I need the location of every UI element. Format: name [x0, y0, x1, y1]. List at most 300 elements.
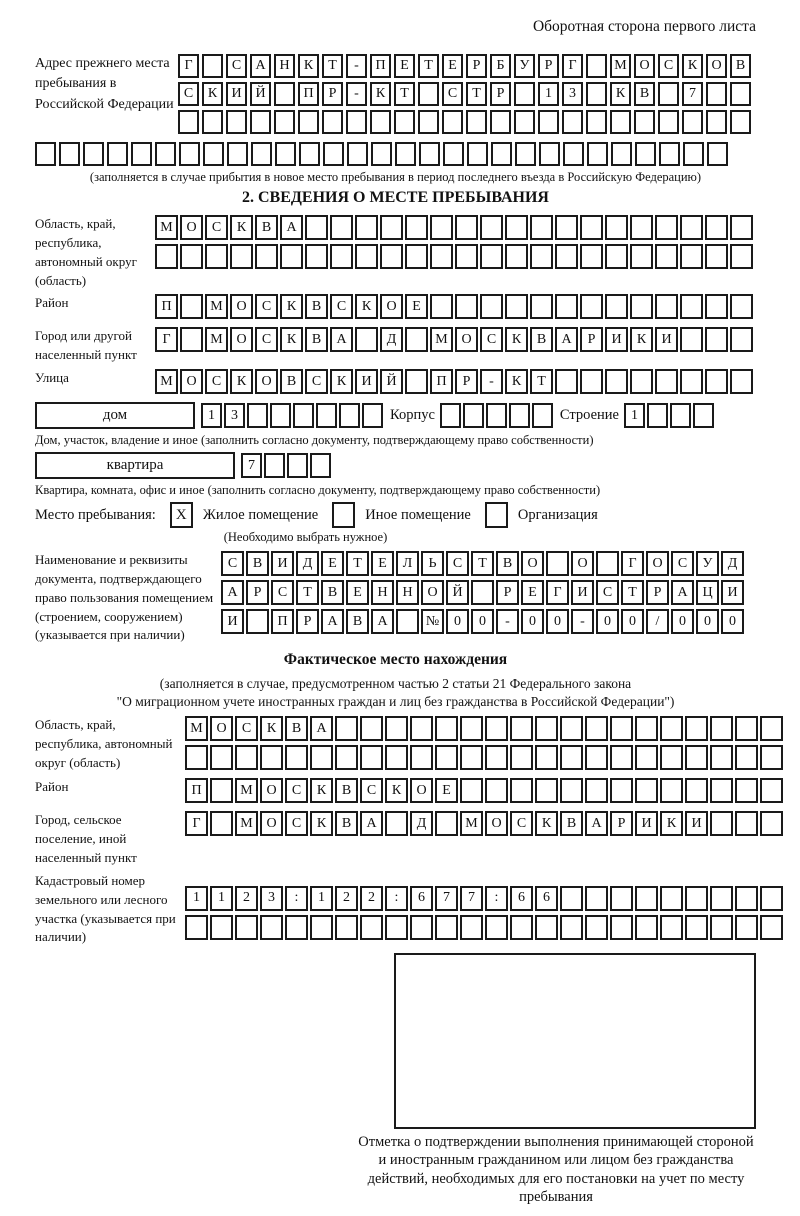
char-box[interactable]: [535, 915, 558, 940]
char-box[interactable]: [287, 453, 308, 478]
char-box[interactable]: [339, 403, 360, 428]
char-box[interactable]: К: [230, 215, 253, 240]
char-box[interactable]: К: [370, 82, 391, 106]
char-box[interactable]: [405, 327, 428, 352]
char-box[interactable]: [299, 142, 320, 166]
char-box[interactable]: С: [671, 551, 694, 576]
char-box[interactable]: [634, 110, 655, 134]
char-box[interactable]: М: [430, 327, 453, 352]
char-box[interactable]: [546, 551, 569, 576]
char-box[interactable]: [760, 778, 783, 803]
char-box[interactable]: К: [280, 294, 303, 319]
char-box[interactable]: 0: [471, 609, 494, 634]
char-box[interactable]: [710, 915, 733, 940]
char-box[interactable]: М: [155, 215, 178, 240]
char-box[interactable]: [59, 142, 80, 166]
char-box[interactable]: [371, 142, 392, 166]
char-box[interactable]: О: [230, 294, 253, 319]
char-box[interactable]: В: [634, 82, 655, 106]
char-box[interactable]: [180, 294, 203, 319]
char-box[interactable]: [587, 142, 608, 166]
char-box[interactable]: Н: [371, 580, 394, 605]
char-box[interactable]: [635, 886, 658, 911]
char-box[interactable]: [635, 745, 658, 770]
char-box[interactable]: [335, 745, 358, 770]
char-box[interactable]: В: [335, 778, 358, 803]
char-box[interactable]: С: [226, 54, 247, 78]
char-box[interactable]: [560, 716, 583, 741]
char-box[interactable]: Е: [371, 551, 394, 576]
char-box[interactable]: [260, 915, 283, 940]
char-box[interactable]: Г: [621, 551, 644, 576]
char-box[interactable]: А: [280, 215, 303, 240]
char-box[interactable]: [405, 244, 428, 269]
char-box[interactable]: [310, 745, 333, 770]
char-box[interactable]: [535, 716, 558, 741]
char-box[interactable]: [707, 142, 728, 166]
char-box[interactable]: [385, 811, 408, 836]
char-box[interactable]: К: [298, 54, 319, 78]
char-box[interactable]: [467, 142, 488, 166]
char-box[interactable]: [510, 716, 533, 741]
char-box[interactable]: [710, 886, 733, 911]
char-box[interactable]: [83, 142, 104, 166]
char-box[interactable]: [385, 915, 408, 940]
char-box[interactable]: [235, 745, 258, 770]
char-box[interactable]: [285, 745, 308, 770]
char-box[interactable]: В: [285, 716, 308, 741]
char-box[interactable]: [355, 215, 378, 240]
char-box[interactable]: Е: [405, 294, 428, 319]
char-box[interactable]: [485, 915, 508, 940]
char-box[interactable]: [455, 294, 478, 319]
char-box[interactable]: [560, 745, 583, 770]
char-box[interactable]: [635, 716, 658, 741]
char-box[interactable]: [463, 403, 484, 428]
char-box[interactable]: 2: [335, 886, 358, 911]
char-box[interactable]: О: [421, 580, 444, 605]
char-box[interactable]: [635, 142, 656, 166]
char-box[interactable]: [205, 244, 228, 269]
char-box[interactable]: Р: [246, 580, 269, 605]
char-box[interactable]: С: [442, 82, 463, 106]
char-box[interactable]: [539, 142, 560, 166]
char-box[interactable]: Е: [435, 778, 458, 803]
char-box[interactable]: [210, 915, 233, 940]
char-box[interactable]: Р: [296, 609, 319, 634]
char-box[interactable]: [555, 244, 578, 269]
char-box[interactable]: [202, 54, 223, 78]
char-box[interactable]: [410, 915, 433, 940]
char-box[interactable]: [270, 403, 291, 428]
char-box[interactable]: 0: [546, 609, 569, 634]
char-box[interactable]: А: [555, 327, 578, 352]
char-box[interactable]: [509, 403, 530, 428]
char-box[interactable]: О: [210, 716, 233, 741]
char-box[interactable]: С: [178, 82, 199, 106]
char-box[interactable]: А: [671, 580, 694, 605]
char-box[interactable]: [596, 551, 619, 576]
char-box[interactable]: Л: [396, 551, 419, 576]
char-box[interactable]: [131, 142, 152, 166]
char-box[interactable]: [347, 142, 368, 166]
char-box[interactable]: У: [514, 54, 535, 78]
char-box[interactable]: Д: [380, 327, 403, 352]
char-box[interactable]: В: [530, 327, 553, 352]
char-box[interactable]: [610, 778, 633, 803]
char-box[interactable]: [660, 915, 683, 940]
char-box[interactable]: [610, 716, 633, 741]
char-box[interactable]: 6: [410, 886, 433, 911]
char-box[interactable]: [435, 811, 458, 836]
char-box[interactable]: [405, 369, 428, 394]
char-box[interactable]: О: [180, 215, 203, 240]
char-box[interactable]: Й: [446, 580, 469, 605]
char-box[interactable]: [485, 778, 508, 803]
char-box[interactable]: [274, 82, 295, 106]
char-box[interactable]: [480, 215, 503, 240]
char-box[interactable]: [435, 915, 458, 940]
char-box[interactable]: К: [230, 369, 253, 394]
char-box[interactable]: [505, 215, 528, 240]
char-box[interactable]: С: [255, 294, 278, 319]
char-box[interactable]: 7: [241, 453, 262, 478]
char-box[interactable]: [335, 915, 358, 940]
char-box[interactable]: [480, 244, 503, 269]
char-box[interactable]: С: [330, 294, 353, 319]
char-box[interactable]: Е: [394, 54, 415, 78]
char-box[interactable]: [530, 294, 553, 319]
char-box[interactable]: [514, 110, 535, 134]
char-box[interactable]: К: [610, 82, 631, 106]
char-box[interactable]: П: [271, 609, 294, 634]
char-box[interactable]: В: [730, 54, 751, 78]
char-box[interactable]: [285, 915, 308, 940]
char-box[interactable]: О: [180, 369, 203, 394]
char-box[interactable]: [280, 244, 303, 269]
char-box[interactable]: Н: [274, 54, 295, 78]
char-box[interactable]: О: [230, 327, 253, 352]
char-box[interactable]: [251, 142, 272, 166]
char-box[interactable]: Д: [410, 811, 433, 836]
char-box[interactable]: В: [305, 294, 328, 319]
char-box[interactable]: К: [535, 811, 558, 836]
char-box[interactable]: [180, 327, 203, 352]
char-box[interactable]: [405, 215, 428, 240]
char-box[interactable]: [580, 369, 603, 394]
char-box[interactable]: [230, 244, 253, 269]
char-box[interactable]: [155, 142, 176, 166]
char-box[interactable]: [710, 778, 733, 803]
char-box[interactable]: К: [385, 778, 408, 803]
char-box[interactable]: [705, 244, 728, 269]
char-box[interactable]: К: [310, 811, 333, 836]
char-box[interactable]: [510, 915, 533, 940]
char-box[interactable]: [685, 778, 708, 803]
char-box[interactable]: М: [235, 811, 258, 836]
char-box[interactable]: [730, 369, 753, 394]
char-box[interactable]: [655, 369, 678, 394]
char-box[interactable]: [440, 403, 461, 428]
char-box[interactable]: И: [221, 609, 244, 634]
char-box[interactable]: [330, 215, 353, 240]
char-box[interactable]: Д: [296, 551, 319, 576]
char-box[interactable]: [683, 142, 704, 166]
char-box[interactable]: [680, 294, 703, 319]
char-box[interactable]: [585, 915, 608, 940]
char-box[interactable]: :: [385, 886, 408, 911]
char-box[interactable]: В: [335, 811, 358, 836]
char-box[interactable]: 1: [201, 403, 222, 428]
char-box[interactable]: Е: [442, 54, 463, 78]
char-box[interactable]: Т: [466, 82, 487, 106]
char-box[interactable]: С: [205, 215, 228, 240]
char-box[interactable]: [335, 716, 358, 741]
char-box[interactable]: [298, 110, 319, 134]
char-box[interactable]: :: [485, 886, 508, 911]
char-box[interactable]: [322, 110, 343, 134]
char-box[interactable]: О: [380, 294, 403, 319]
char-box[interactable]: [730, 82, 751, 106]
char-box[interactable]: [180, 244, 203, 269]
char-box[interactable]: [510, 745, 533, 770]
char-box[interactable]: С: [285, 811, 308, 836]
char-box[interactable]: 0: [446, 609, 469, 634]
char-box[interactable]: К: [505, 369, 528, 394]
char-box[interactable]: [185, 915, 208, 940]
char-box[interactable]: [491, 142, 512, 166]
char-box[interactable]: С: [205, 369, 228, 394]
char-box[interactable]: [705, 294, 728, 319]
char-box[interactable]: [730, 244, 753, 269]
house-type-box[interactable]: дом: [35, 402, 195, 429]
char-box[interactable]: Т: [394, 82, 415, 106]
char-box[interactable]: И: [721, 580, 744, 605]
char-box[interactable]: [430, 294, 453, 319]
char-box[interactable]: [226, 110, 247, 134]
char-box[interactable]: 2: [235, 886, 258, 911]
char-box[interactable]: [585, 886, 608, 911]
char-box[interactable]: [610, 915, 633, 940]
char-box[interactable]: [260, 745, 283, 770]
char-box[interactable]: А: [330, 327, 353, 352]
char-box[interactable]: К: [682, 54, 703, 78]
char-box[interactable]: [585, 778, 608, 803]
char-box[interactable]: [735, 778, 758, 803]
char-box[interactable]: [760, 745, 783, 770]
char-box[interactable]: А: [371, 609, 394, 634]
char-box[interactable]: [560, 778, 583, 803]
char-box[interactable]: К: [280, 327, 303, 352]
char-box[interactable]: 1: [185, 886, 208, 911]
char-box[interactable]: [485, 745, 508, 770]
char-box[interactable]: 0: [696, 609, 719, 634]
char-box[interactable]: [471, 580, 494, 605]
char-box[interactable]: И: [355, 369, 378, 394]
char-box[interactable]: [310, 453, 331, 478]
char-box[interactable]: Г: [185, 811, 208, 836]
char-box[interactable]: С: [235, 716, 258, 741]
char-box[interactable]: [460, 915, 483, 940]
char-box[interactable]: О: [485, 811, 508, 836]
char-box[interactable]: [443, 142, 464, 166]
char-box[interactable]: [630, 294, 653, 319]
char-box[interactable]: [705, 215, 728, 240]
char-box[interactable]: К: [505, 327, 528, 352]
char-box[interactable]: [396, 609, 419, 634]
char-box[interactable]: О: [634, 54, 655, 78]
char-box[interactable]: С: [446, 551, 469, 576]
char-box[interactable]: [395, 142, 416, 166]
checkbox-residential[interactable]: X: [170, 502, 193, 528]
char-box[interactable]: [515, 142, 536, 166]
char-box[interactable]: В: [305, 327, 328, 352]
char-box[interactable]: [735, 716, 758, 741]
char-box[interactable]: К: [330, 369, 353, 394]
char-box[interactable]: [680, 327, 703, 352]
char-box[interactable]: [735, 745, 758, 770]
char-box[interactable]: О: [260, 811, 283, 836]
char-box[interactable]: [323, 142, 344, 166]
char-box[interactable]: [505, 244, 528, 269]
char-box[interactable]: [730, 215, 753, 240]
char-box[interactable]: 1: [624, 403, 645, 428]
char-box[interactable]: С: [271, 580, 294, 605]
char-box[interactable]: О: [255, 369, 278, 394]
char-box[interactable]: [305, 244, 328, 269]
char-box[interactable]: [735, 886, 758, 911]
char-box[interactable]: [585, 716, 608, 741]
char-box[interactable]: [442, 110, 463, 134]
char-box[interactable]: М: [460, 811, 483, 836]
char-box[interactable]: [655, 244, 678, 269]
char-box[interactable]: П: [185, 778, 208, 803]
char-box[interactable]: [435, 745, 458, 770]
char-box[interactable]: Р: [455, 369, 478, 394]
char-box[interactable]: И: [226, 82, 247, 106]
char-box[interactable]: [655, 294, 678, 319]
char-box[interactable]: Е: [321, 551, 344, 576]
char-box[interactable]: [418, 82, 439, 106]
char-box[interactable]: А: [321, 609, 344, 634]
char-box[interactable]: С: [285, 778, 308, 803]
char-box[interactable]: [660, 745, 683, 770]
char-box[interactable]: К: [630, 327, 653, 352]
char-box[interactable]: [605, 369, 628, 394]
char-box[interactable]: 0: [521, 609, 544, 634]
char-box[interactable]: 0: [621, 609, 644, 634]
char-box[interactable]: М: [155, 369, 178, 394]
char-box[interactable]: [710, 745, 733, 770]
char-box[interactable]: [293, 403, 314, 428]
char-box[interactable]: Р: [466, 54, 487, 78]
char-box[interactable]: [605, 244, 628, 269]
char-box[interactable]: И: [635, 811, 658, 836]
char-box[interactable]: [330, 244, 353, 269]
char-box[interactable]: [580, 244, 603, 269]
char-box[interactable]: [360, 716, 383, 741]
char-box[interactable]: [410, 745, 433, 770]
char-box[interactable]: 7: [682, 82, 703, 106]
char-box[interactable]: Т: [471, 551, 494, 576]
char-box[interactable]: [203, 142, 224, 166]
char-box[interactable]: В: [246, 551, 269, 576]
char-box[interactable]: [210, 778, 233, 803]
char-box[interactable]: В: [280, 369, 303, 394]
char-box[interactable]: О: [646, 551, 669, 576]
char-box[interactable]: [580, 215, 603, 240]
char-box[interactable]: [685, 745, 708, 770]
char-box[interactable]: [760, 915, 783, 940]
char-box[interactable]: С: [480, 327, 503, 352]
char-box[interactable]: [247, 403, 268, 428]
char-box[interactable]: Р: [646, 580, 669, 605]
char-box[interactable]: [647, 403, 668, 428]
char-box[interactable]: 3: [562, 82, 583, 106]
char-box[interactable]: [274, 110, 295, 134]
char-box[interactable]: 0: [596, 609, 619, 634]
char-box[interactable]: [178, 110, 199, 134]
char-box[interactable]: [305, 215, 328, 240]
char-box[interactable]: А: [250, 54, 271, 78]
char-box[interactable]: [418, 110, 439, 134]
char-box[interactable]: 2: [360, 886, 383, 911]
char-box[interactable]: [35, 142, 56, 166]
char-box[interactable]: 7: [460, 886, 483, 911]
char-box[interactable]: 6: [510, 886, 533, 911]
char-box[interactable]: У: [696, 551, 719, 576]
char-box[interactable]: [605, 215, 628, 240]
char-box[interactable]: [710, 716, 733, 741]
char-box[interactable]: [560, 915, 583, 940]
char-box[interactable]: [316, 403, 337, 428]
char-box[interactable]: Й: [250, 82, 271, 106]
checkbox-organization[interactable]: [485, 502, 508, 528]
char-box[interactable]: [490, 110, 511, 134]
char-box[interactable]: П: [430, 369, 453, 394]
char-box[interactable]: В: [255, 215, 278, 240]
char-box[interactable]: 3: [224, 403, 245, 428]
char-box[interactable]: [630, 215, 653, 240]
char-box[interactable]: [460, 778, 483, 803]
char-box[interactable]: Р: [610, 811, 633, 836]
char-box[interactable]: [179, 142, 200, 166]
char-box[interactable]: [385, 745, 408, 770]
char-box[interactable]: С: [255, 327, 278, 352]
char-box[interactable]: [610, 886, 633, 911]
char-box[interactable]: [580, 294, 603, 319]
char-box[interactable]: Т: [621, 580, 644, 605]
char-box[interactable]: Р: [496, 580, 519, 605]
char-box[interactable]: Ь: [421, 551, 444, 576]
char-box[interactable]: [635, 915, 658, 940]
char-box[interactable]: [510, 778, 533, 803]
char-box[interactable]: [659, 142, 680, 166]
char-box[interactable]: Р: [538, 54, 559, 78]
char-box[interactable]: [235, 915, 258, 940]
char-box[interactable]: [210, 811, 233, 836]
char-box[interactable]: А: [221, 580, 244, 605]
char-box[interactable]: [680, 215, 703, 240]
char-box[interactable]: [685, 716, 708, 741]
char-box[interactable]: [370, 110, 391, 134]
char-box[interactable]: 3: [260, 886, 283, 911]
char-box[interactable]: [586, 110, 607, 134]
char-box[interactable]: 7: [435, 886, 458, 911]
char-box[interactable]: [630, 369, 653, 394]
char-box[interactable]: О: [521, 551, 544, 576]
char-box[interactable]: В: [321, 580, 344, 605]
